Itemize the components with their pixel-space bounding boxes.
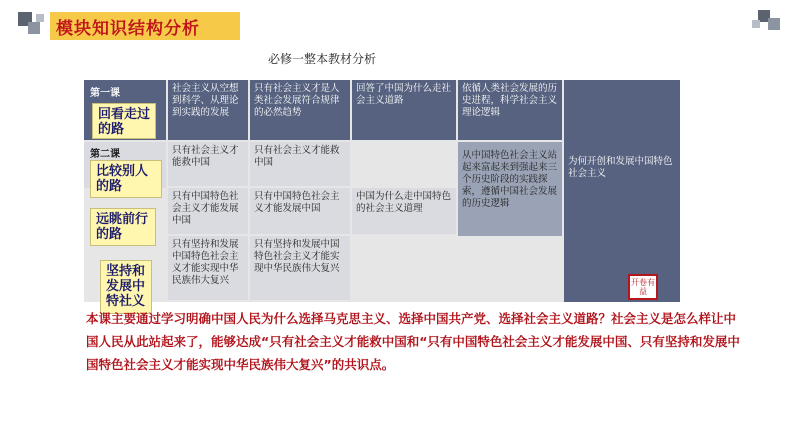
lesson-2-card: 比较别人的路 [90,160,162,198]
cell-c11: 只有坚持和发展中国特色社会主义才能实现中华民族伟大复兴 [168,236,248,300]
lesson-1-tag: 第一课 [90,88,120,99]
cell-c2: 只有社会主义才是人类社会发展符合规律的必然趋势 [250,80,350,140]
knowledge-structure-diagram [84,80,680,302]
diagram-subtitle: 必修一整本教材分析 [268,52,377,66]
cell-c3: 回答了中国为什么走社会主义道路 [352,80,456,140]
seal-char: 有 [647,278,655,287]
cell-c5: 只有社会主义才能救中国 [168,142,248,186]
cell-c12: 只有坚持和发展中国特色社会主义才能实现中华民族伟大复兴 [250,236,350,300]
lesson-1-card: 回看走过的路 [92,103,156,139]
page-title: 模块知识结构分析 [56,19,200,39]
lesson-4-card: 坚持和发展中特社义 [100,260,152,314]
summary-paragraph: 本课主要通过学习明确中国人民为什么选择马克思主义、选择中国共产党、选择社会主义道路？社会主义是怎么样让中国人民从此站起来了，能够达成“只有社会主义才能救中国和“只有中国特色社会主义才能发展中国、只有坚持和发展中国特色社会主义才能实现中华民族伟大复兴”的共识点。 [86,311,740,372]
lesson-3-card: 远眺前行的路 [90,208,156,246]
cell-c4: 依循人类社会发展的历史进程，科学社会主义理论逻辑 [458,80,562,140]
seal-char: 卷 [639,278,647,287]
cell-c1: 社会主义从空想到科学、从理论到实践的发展 [168,80,248,140]
cell-c13: 为何开创和发展中国特色社会主义 [564,80,680,302]
cell-c6: 只有社会主义才能救中国 [250,142,350,186]
cell-c9: 只有中国特色社会主义才能发展中国 [250,188,350,234]
seal-char: 益 [639,287,647,296]
seal-char: 开 [631,278,639,287]
lesson-2-tag: 第二课 [90,149,120,160]
cell-c10: 中国为什么走中国特色的社会主义道理 [352,188,456,234]
cell-c8: 只有中国特色社会主义才能发展中国 [168,188,248,234]
seal-stamp [628,274,658,300]
cell-c7: 从中国特色社会主义站起来富起来到强起来三个历史阶段的实践探索，遵循中国社会发展的历史逻辑 [458,142,562,236]
